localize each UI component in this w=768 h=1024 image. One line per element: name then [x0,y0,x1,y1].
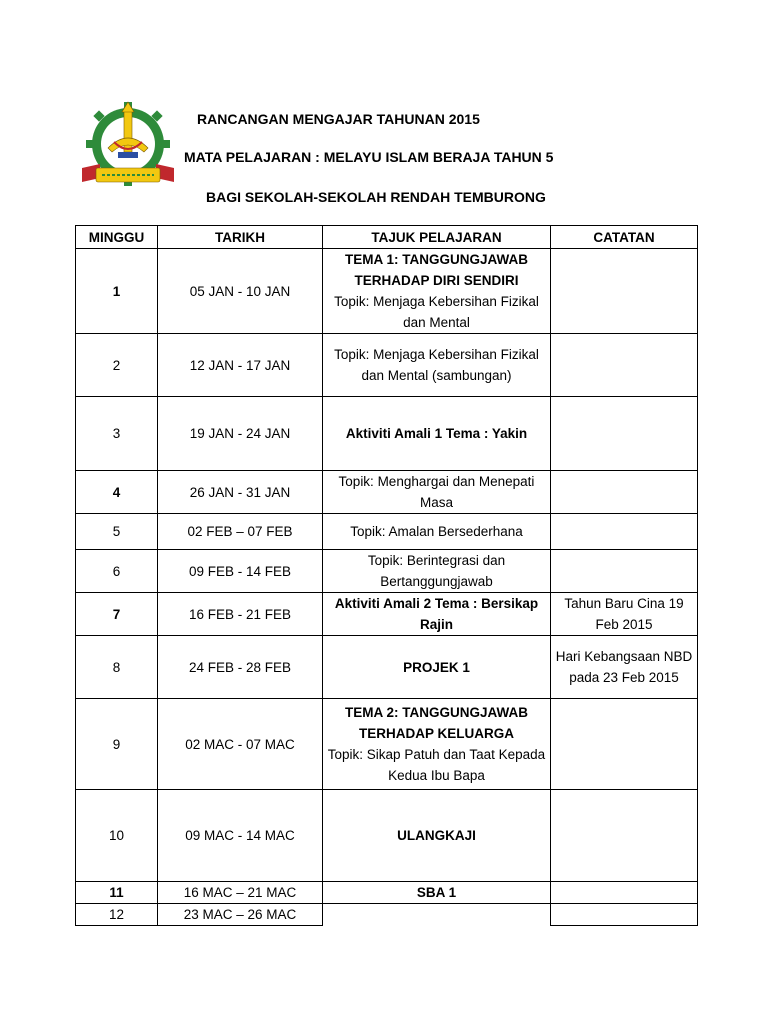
table-header-row [76,226,698,249]
table-row [76,471,698,514]
topic-theme: TEMA 1: TANGGUNGJAWAB TERHADAP DIRI SENDIRI [344,252,528,288]
week-cell: 1 [76,249,158,334]
note-cell [551,397,698,471]
date-cell: 23 MAC – 26 MAC [158,904,323,926]
topic-cell: Topik: Menghargai dan Menepati Masa [323,471,551,514]
date-cell: 02 MAC - 07 MAC [158,699,323,790]
date-cell: 24 FEB - 28 FEB [158,636,323,699]
note-cell [551,550,698,593]
topic-cell: Aktiviti Amali 1 Tema : Yakin [323,397,551,471]
week-cell: 11 [76,882,158,904]
column-header-minggu: MINGGU [76,226,158,249]
topic-cell [323,334,551,397]
note-cell [551,790,698,882]
note-cell [551,471,698,514]
table-row [76,249,698,334]
note-cell [551,514,698,550]
date-cell: 09 FEB - 14 FEB [158,550,323,593]
date-cell: 09 MAC - 14 MAC [158,790,323,882]
topic-text: Topik: Menjaga Kebersihan Fizikal dan Mental (sambungan) [334,347,539,383]
week-cell: 4 [76,471,158,514]
table-row [76,550,698,593]
week-cell: 10 [76,790,158,882]
table-row [76,514,698,550]
week-cell: 3 [76,397,158,471]
topic-cell: PROJEK 1 [323,636,551,699]
topic-cell [323,249,551,334]
note-cell [551,334,698,397]
column-header-tajuk: TAJUK PELAJARAN [323,226,551,249]
table-row [76,593,698,636]
week-cell: 7 [76,593,158,636]
week-cell: 5 [76,514,158,550]
topic-cell: Topik: Amalan Bersederhana [323,514,551,550]
column-header-catatan: CATATAN [551,226,698,249]
note-cell [551,882,698,904]
date-cell: 16 FEB - 21 FEB [158,593,323,636]
table-row [76,334,698,397]
topic-cell [323,699,551,790]
note-cell [551,904,698,926]
week-cell: 12 [76,904,158,926]
document-title: RANCANGAN MENGAJAR TAHUNAN 2015 [197,111,480,127]
note-cell [551,699,698,790]
topic-text: Topik: Sikap Patuh dan Taat Kepada Kedua Ibu Bapa [327,747,546,783]
topic-cell: Aktiviti Amali 2 Tema : Bersikap Rajin [323,593,551,636]
table-row [76,904,698,926]
week-cell: 9 [76,699,158,790]
date-cell: 12 JAN - 17 JAN [158,334,323,397]
column-header-tarikh: TARIKH [158,226,323,249]
note-cell: Tahun Baru Cina 19 Feb 2015 [551,593,698,636]
table-row [76,699,698,790]
note-cell: Hari Kebangsaan NBD pada 23 Feb 2015 [551,636,698,699]
table-row [76,397,698,471]
week-cell: 8 [76,636,158,699]
topic-cell: ULANGKAJI [323,790,551,882]
week-cell: 2 [76,334,158,397]
date-cell: 05 JAN - 10 JAN [158,249,323,334]
topic-theme: TEMA 2: TANGGUNGJAWAB TERHADAP KELUARGA [344,705,528,741]
lesson-plan-table [75,225,698,926]
subject-line: MATA PELAJARAN : MELAYU ISLAM BERAJA TAHUN 5 [184,149,554,165]
note-cell [551,249,698,334]
date-cell: 02 FEB – 07 FEB [158,514,323,550]
table-row [76,636,698,699]
table-row [76,790,698,882]
date-cell: 19 JAN - 24 JAN [158,397,323,471]
week-cell: 6 [76,550,158,593]
topic-cell: SBA 1 [323,882,551,904]
table-row [76,882,698,904]
date-cell: 16 MAC – 21 MAC [158,882,323,904]
topic-text: Topik: Menjaga Kebersihan Fizikal dan Mental [334,294,539,330]
date-cell: 26 JAN - 31 JAN [158,471,323,514]
scope-line: BAGI SEKOLAH-SEKOLAH RENDAH TEMBURONG [206,189,546,205]
topic-cell [323,904,551,926]
school-crest-icon [78,98,178,193]
topic-cell: Topik: Berintegrasi dan Bertanggungjawab [323,550,551,593]
